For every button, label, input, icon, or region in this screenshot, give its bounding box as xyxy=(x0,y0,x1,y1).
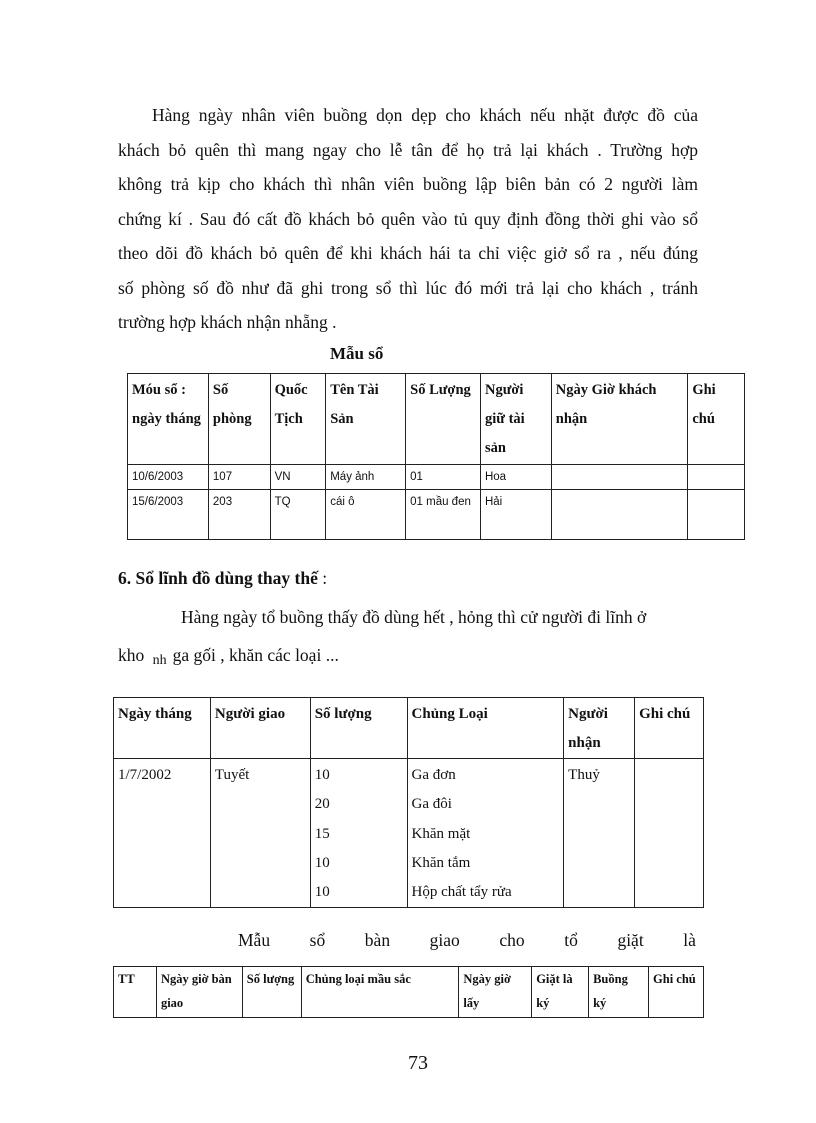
header-cell: Số lượng xyxy=(310,698,407,759)
table-cell: VN xyxy=(270,465,326,490)
text-fragment: ga gối , khăn các loại ... xyxy=(172,645,339,665)
section-title: 6. Sổ lĩnh đồ dùng thay thế xyxy=(118,568,318,588)
caption-word: Mẫu xyxy=(238,930,271,950)
header-cell: Móu sổ : ngày tháng xyxy=(128,374,209,465)
table-cell xyxy=(688,490,745,540)
intro-paragraph xyxy=(118,98,698,340)
type-value: Khăn tắm xyxy=(411,854,471,871)
header-cell: TT xyxy=(114,967,157,1018)
text-fragment: kho xyxy=(118,645,145,665)
table-cell: Thuỷ xyxy=(564,759,635,908)
paragraph-line: chứng kí . Sau đó cất đồ khách bỏ quên vào tủ quy định đồng thời ghi vào sổ xyxy=(118,208,698,229)
table-cell: Hải xyxy=(480,490,551,540)
header-cell: Ngày giờ lấy xyxy=(459,967,532,1018)
caption-word: tổ xyxy=(564,930,578,950)
table-cell xyxy=(551,490,688,540)
table-cell: TQ xyxy=(270,490,326,540)
paragraph-line xyxy=(118,636,698,677)
caption-word: giao xyxy=(429,930,460,950)
table-cell: 1/7/2002 xyxy=(114,759,211,908)
header-cell: Người giao xyxy=(210,698,310,759)
header-cell: Ngày giờ bàn giao xyxy=(156,967,242,1018)
header-cell: Chủng Loại xyxy=(407,698,564,759)
header-cell: Số lượng xyxy=(242,967,301,1018)
paragraph-line: số phòng số đồ như đã ghi trong sổ thì lúc đó mới trả lại cho khách , tránh xyxy=(118,277,698,298)
quantity-value: 10 xyxy=(314,767,330,783)
table-header-row xyxy=(114,967,704,1018)
paragraph-line: Hàng ngày nhân viên buồng dọn dẹp cho khách nếu nhặt được đồ của xyxy=(152,105,698,125)
table-cell: 107 xyxy=(208,465,270,490)
header-cell: Người giữ tài sản xyxy=(480,374,551,465)
table-cell: 15/6/2003 xyxy=(128,490,209,540)
table1-caption: Mẫu sổ xyxy=(330,344,384,363)
header-cell: Giặt là ký xyxy=(532,967,589,1018)
section-heading xyxy=(118,568,327,589)
laundry-book-caption xyxy=(238,930,696,951)
table-row xyxy=(114,759,704,908)
quantity-cell xyxy=(310,759,407,908)
header-cell: Người nhận xyxy=(564,698,635,759)
caption-word: sổ xyxy=(309,930,326,950)
header-cell: Ngày Giờ khách nhận xyxy=(551,374,688,465)
quantity-value: 20 xyxy=(314,796,330,813)
header-cell: Ghi chú xyxy=(635,698,704,759)
table-cell: 10/6/2003 xyxy=(128,465,209,490)
paragraph-line: không trả kịp cho khách thì nhân viên buồng lập biên bản có 2 người làm xyxy=(118,174,698,194)
table-cell: 203 xyxy=(208,490,270,540)
header-cell: Quốc Tịch xyxy=(270,374,326,465)
caption-word: là xyxy=(683,930,696,950)
paragraph-line: theo dõi đồ khách bỏ quên để khi khách hái ta chỉ việc giở sổ ra , nếu đúng xyxy=(118,243,698,263)
type-value: Ga đơn xyxy=(411,767,456,783)
type-value: Khăn mặt xyxy=(411,825,471,842)
replacement-items-table xyxy=(113,697,704,908)
quantity-value: 10 xyxy=(314,884,330,901)
section-title-suffix: : xyxy=(317,568,328,588)
section6-paragraph xyxy=(118,598,698,677)
type-value: Ga đôi xyxy=(411,796,452,813)
header-cell: Chủng loại mầu sắc xyxy=(301,967,459,1018)
table-cell: Hoa xyxy=(480,465,551,490)
page-number: 73 xyxy=(408,1052,428,1074)
table-header-row xyxy=(128,374,745,465)
header-cell: Số Lượng xyxy=(406,374,481,465)
table-cell xyxy=(688,465,745,490)
table-cell xyxy=(635,759,704,908)
header-cell: Buồng ký xyxy=(589,967,649,1018)
header-cell: Ngày tháng xyxy=(114,698,211,759)
type-cell xyxy=(407,759,564,908)
header-cell: Ghi chú xyxy=(649,967,704,1018)
header-cell: Ghi chú xyxy=(688,374,745,465)
paragraph-line: Hàng ngày tổ buồng thấy đồ dùng hết , hỏng thì cử người đi lĩnh ở xyxy=(181,607,647,627)
laundry-handover-table xyxy=(113,966,704,1018)
quantity-value: 15 xyxy=(314,825,330,842)
table-cell xyxy=(551,465,688,490)
paragraph-line: trường hợp khách nhận nhẵng . xyxy=(118,312,337,332)
table-cell: Máy ảnh xyxy=(326,465,406,490)
caption-word: cho xyxy=(499,930,525,950)
table-row xyxy=(128,465,745,490)
text-fragment: nh xyxy=(152,653,167,668)
paragraph-line: khách bỏ quên thì mang ngay cho lễ tân để họ trả lại khách . Trường hợp xyxy=(118,139,698,160)
header-cell: Tên Tài Sản xyxy=(326,374,406,465)
table-cell: 01 xyxy=(406,465,481,490)
caption-word: bàn xyxy=(364,930,391,950)
table-cell: Tuyết xyxy=(210,759,310,908)
table-row xyxy=(128,490,745,540)
table-header-row xyxy=(114,698,704,759)
table-cell: 01 mầu đen xyxy=(406,490,481,540)
type-value: Hộp chất tẩy rửa xyxy=(411,884,512,901)
lost-items-table xyxy=(127,373,745,540)
caption-word: giặt xyxy=(617,930,644,950)
header-cell: Số phòng xyxy=(208,374,270,465)
quantity-value: 10 xyxy=(314,854,330,871)
table-cell: cái ô xyxy=(326,490,406,540)
